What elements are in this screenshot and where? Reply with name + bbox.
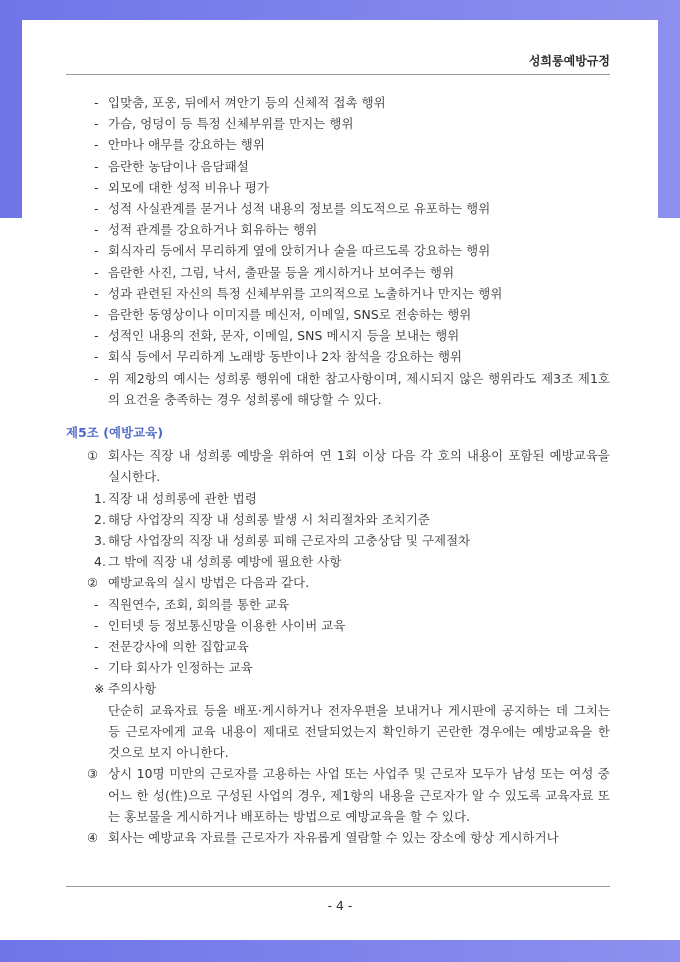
dash-marker: - [94, 137, 99, 153]
paragraph-text: 회사는 예방교육 자료를 근로자가 자유롭게 열람할 수 있는 장소에 항상 게시하거나 [108, 829, 559, 845]
list-item [66, 657, 610, 678]
list-item [66, 113, 610, 134]
dash-marker: - [94, 243, 99, 259]
dash-marker: - [94, 307, 99, 323]
list-item-text: 직장 내 성희롱에 관한 법령 [108, 490, 257, 506]
list-item-text: 회식 등에서 무리하게 노래방 동반이나 2차 참석을 강요하는 행위 [108, 349, 463, 365]
item-number: 2. [94, 511, 107, 527]
section-5-paragraph-3 [66, 763, 610, 827]
document-body [66, 92, 610, 848]
list-item-text: 위 제2항의 예시는 성희롱 행위에 대한 참고사항이며, 제시되지 않은 행위라도 제3조 제1호의 요건을 충족하는 경우 성희롱에 해당할 수 있다. [108, 370, 610, 407]
list-item [66, 219, 610, 240]
section-5-paragraph-2 [66, 572, 610, 593]
list-item-text: 성적인 내용의 전화, 문자, 이메일, SNS 메시지 등을 보내는 행위 [108, 328, 460, 344]
list-item-text: 해당 사업장의 직장 내 성희롱 발생 시 처리절차와 조치기준 [108, 511, 430, 527]
section-5-paragraph-1 [66, 445, 610, 487]
item-number: 4. [94, 554, 107, 570]
list-item-text: 해당 사업장의 직장 내 성희롱 피해 근로자의 고충상담 및 구제절차 [108, 533, 471, 549]
dash-marker: - [94, 222, 99, 238]
list-item [66, 262, 610, 283]
footer-divider [66, 886, 610, 887]
page-number: - 4 - [327, 898, 353, 913]
education-methods-list [66, 594, 610, 679]
list-item-text: 직원연수, 조회, 회의를 통한 교육 [108, 596, 290, 612]
list-item [66, 198, 610, 219]
list-item [66, 488, 610, 509]
dash-marker: - [94, 370, 99, 386]
dash-marker: - [94, 201, 99, 217]
dash-marker: - [94, 660, 99, 676]
list-item [66, 551, 610, 572]
list-item [66, 530, 610, 551]
dash-marker: - [94, 95, 99, 110]
dash-marker: - [94, 349, 99, 365]
list-item [66, 615, 610, 636]
list-item-text: 성적 사실관계를 묻거나 성적 내용의 정보를 의도적으로 유포하는 행위 [108, 201, 491, 217]
document-page [22, 20, 658, 940]
list-item [66, 509, 610, 530]
paragraph-marker: ② [87, 575, 99, 591]
list-item [66, 304, 610, 325]
paragraph-text: 회사는 직장 내 성희롱 예방을 위하여 연 1회 이상 다음 각 호의 내용이 포함된 예방교육을 실시한다. [108, 448, 610, 485]
note-body: 단순히 교육자료 등을 배포·게시하거나 전자우편을 보내거나 게시판에 공지하는 데 그치는 등 근로자에게 교육 내용이 제대로 전달되었는지 확인하기 곤란한 경우에는 예방교육을 한 것으로 보지 아니한다. [108, 702, 610, 761]
paragraph-text: 상시 10명 미만의 근로자를 고용하는 사업 또는 사업주 및 근로자 모두가 남성 또는 여성 중 어느 한 성(性)으로 구성된 사업의 경우, 제1항의 내용을 근로자가 알 수 있도록 교육자료 또는 홍보물을 게시하거나 배포하는 방법으로 예방교육을 할 수 있다. [108, 766, 610, 824]
education-items-list [66, 488, 610, 573]
section-5-paragraph-4 [66, 827, 610, 848]
harassment-examples-list [66, 92, 610, 410]
list-item-text: 전문강사에 의한 집합교육 [108, 639, 249, 655]
list-item-text: 음란한 동영상이나 이미지를 메신저, 이메일, SNS로 전송하는 행위 [108, 307, 472, 323]
list-item-text: 인터넷 등 정보통신망을 이용한 사이버 교육 [108, 617, 346, 633]
paragraph-marker: ④ [87, 829, 99, 845]
dash-marker: - [94, 116, 99, 132]
list-item-text: 그 밖에 직장 내 성희롱 예방에 필요한 사항 [108, 554, 342, 570]
header-divider [66, 74, 610, 75]
section-5-title: 제5조 (예방교육) [66, 425, 164, 441]
list-item [66, 594, 610, 615]
item-number: 3. [94, 533, 107, 549]
list-item-text: 회식자리 등에서 무리하게 옆에 앉히거나 술을 따르도록 강요하는 행위 [108, 243, 491, 259]
list-item [66, 325, 610, 346]
list-item [66, 134, 610, 155]
list-item-text: 음란한 사진, 그림, 낙서, 출판물 등을 게시하거나 보여주는 행위 [108, 264, 455, 280]
list-item [66, 92, 610, 113]
dash-marker: - [94, 617, 99, 633]
list-item-text: 성과 관련된 자신의 특정 신체부위를 고의적으로 노출하거나 만지는 행위 [108, 285, 503, 301]
dash-marker: - [94, 639, 99, 655]
item-number: 1. [94, 490, 107, 506]
list-item-text: 입맞춤, 포옹, 뒤에서 껴안기 등의 신체적 접촉 행위 [108, 95, 386, 110]
list-item-text: 가슴, 엉덩이 등 특정 신체부위를 만지는 행위 [108, 116, 354, 132]
note-title: 주의사항 [108, 681, 157, 697]
note-heading [66, 678, 610, 699]
paragraph-marker: ③ [87, 766, 99, 782]
list-item-text: 기타 회사가 인정하는 교육 [108, 660, 253, 676]
document-title: 성희롱예방규정 [528, 54, 610, 68]
dash-marker: - [94, 179, 99, 195]
list-item-text: 외모에 대한 성적 비유나 평가 [108, 179, 269, 195]
paragraph-text: 예방교육의 실시 방법은 다음과 같다. [108, 575, 310, 591]
list-item [66, 156, 610, 177]
note-marker: ※ [94, 681, 105, 697]
list-item-text: 안마나 애무를 강요하는 행위 [108, 137, 265, 153]
dash-marker: - [94, 328, 99, 344]
dash-marker: - [94, 596, 99, 612]
dash-marker: - [94, 264, 99, 280]
footer-band [0, 940, 680, 962]
list-item-text: 성적 관계를 강요하거나 회유하는 행위 [108, 222, 318, 238]
list-item [66, 240, 610, 261]
list-item [66, 636, 610, 657]
list-item [66, 177, 610, 198]
paragraph-marker: ① [87, 448, 99, 464]
list-item [66, 283, 610, 304]
list-item [66, 368, 610, 410]
list-item [66, 346, 610, 367]
list-item-text: 음란한 농담이나 음담패설 [108, 158, 249, 174]
dash-marker: - [94, 285, 99, 301]
dash-marker: - [94, 158, 99, 174]
